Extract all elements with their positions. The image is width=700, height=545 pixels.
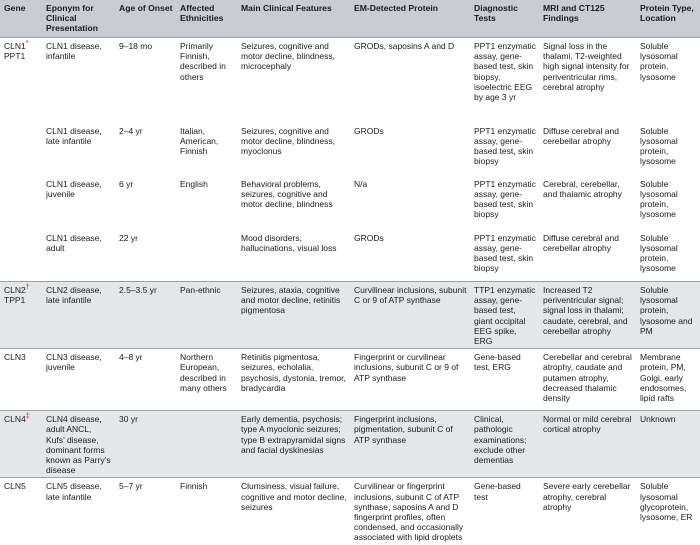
gene-alias: TPP1 bbox=[4, 295, 26, 306]
gene-name: CLN3 bbox=[4, 352, 26, 363]
table-body bbox=[0, 38, 700, 545]
tests-cell: TTP1 enzymatic assay, gene-based test, giant occipital EEG spike, ERG bbox=[470, 282, 539, 349]
em-cell: Curvilinear or fingerprint inclusions, subunit C of ATP synthase, saposins A and D fingerprint profiles, often condensed, and occasionally associated with lipid droplets bbox=[350, 478, 470, 545]
footnote-mark: * bbox=[25, 40, 29, 48]
table-header bbox=[0, 0, 700, 38]
gene-cell bbox=[0, 38, 42, 123]
age-cell: 30 yr bbox=[115, 411, 176, 478]
protein-cell: Soluble lysosomal protein, lysosome and PM bbox=[636, 282, 700, 349]
eponym-cell: CLN5 disease, late infantile bbox=[42, 478, 115, 545]
protein-cell: Soluble lysosomal protein, lysosome bbox=[640, 232, 678, 274]
mri-cell: Cerebellar and cerebral atrophy, caudate and putamen atrophy, decreased thalamic density bbox=[539, 349, 636, 411]
header-tests: Diagnostic Tests bbox=[470, 0, 539, 38]
table-row bbox=[0, 411, 700, 478]
protein-cell: Membrane protein, PM, Golgi, early endosomes, lipid rafts bbox=[636, 349, 700, 411]
ethnicities-cell: English bbox=[180, 178, 208, 189]
gene-name: CLN1 bbox=[4, 41, 26, 51]
mri-cell: Diffuse cerebral and cerebellar atrophy bbox=[543, 125, 619, 146]
tests-cell: Gene-based test bbox=[470, 478, 539, 545]
eponym-cell: CLN3 disease, juvenile bbox=[42, 349, 115, 411]
gene-cell bbox=[0, 411, 42, 478]
table-row bbox=[0, 349, 700, 411]
eponym-cell: CLN1 disease, juvenile bbox=[46, 178, 102, 199]
age-cell: 22 yr bbox=[119, 232, 138, 243]
header-ethnicities: Affected Ethnicities bbox=[176, 0, 237, 38]
tests-cell: PPT1 enzymatic assay, gene-based test, skin biopsy bbox=[474, 178, 536, 220]
ethnicities-cell: Northern European, described in many others bbox=[176, 349, 237, 411]
gene-cell bbox=[0, 349, 42, 411]
em-cell: Fingerprint inclusions, pigmentation, subunit C of ATP synthase bbox=[350, 411, 470, 478]
table-row bbox=[0, 38, 700, 123]
gene-cell bbox=[0, 176, 42, 230]
features-cell: Seizures, cognitive and motor decline, blindness, myoclonus bbox=[241, 125, 336, 156]
protein-cell: Soluble lysosomal protein, lysosome bbox=[640, 178, 678, 220]
header-eponym: Eponym for Clinical Presentation bbox=[42, 0, 115, 38]
age-cell: 2.5–3.5 yr bbox=[115, 282, 176, 349]
gene-name: CLN4 bbox=[4, 414, 26, 425]
protein-cell: Soluble lysosomal protein, lysosome bbox=[640, 41, 678, 82]
em-cell: N/a bbox=[354, 178, 368, 189]
em-cell: Fingerprint or curvilinear inclusions, subunit C or 9 of ATP synthase bbox=[350, 349, 470, 411]
gene-cell bbox=[0, 123, 42, 176]
features-cell: Clumsiness, visual failure, cognitive and motor decline, seizures bbox=[237, 478, 350, 545]
gene-alias: PPT1 bbox=[4, 51, 26, 62]
ethnicities-cell: Finnish bbox=[176, 478, 237, 545]
header-age: Age of Onset bbox=[115, 0, 176, 38]
table-row bbox=[0, 478, 700, 545]
eponym-cell: CLN4 disease, adult ANCL, Kufs’ disease, dominant forms known as Parry’s disease bbox=[42, 411, 115, 478]
table-row bbox=[0, 123, 700, 176]
mri-cell: Increased T2 periventricular signal; signal loss in thalami; caudate, cerebral, and cerebellar atrophy bbox=[539, 282, 636, 349]
features-cell: Seizures, ataxia, cognitive and motor decline, retinitis pigmentosa bbox=[237, 282, 350, 349]
features-cell: Early dementia, psychosis; type A myoclonic seizures; type B extrapyramidal signs and facial dyskinesias bbox=[237, 411, 350, 478]
ethnicities-cell: Italian, American, Finnish bbox=[180, 125, 219, 156]
gene-cell bbox=[0, 282, 42, 349]
footnote-mark: ‡ bbox=[25, 413, 30, 421]
ethnicities-cell bbox=[176, 411, 237, 478]
table-row bbox=[0, 176, 700, 230]
table-row bbox=[0, 282, 700, 349]
ethnicities-cell: Primarily Finnish, described in others bbox=[180, 41, 226, 82]
features-cell: Seizures, cognitive and motor decline, blindness, microcephaly bbox=[241, 41, 336, 72]
em-cell: Curvilinear inclusions, subunit C or 9 of ATP synthase bbox=[350, 282, 470, 349]
age-cell: 2–4 yr bbox=[119, 125, 143, 136]
header-mri: MRI and CT125 Findings bbox=[539, 0, 636, 38]
mri-cell: Cerebral, cerebellar, and thalamic atrophy bbox=[543, 178, 622, 199]
table-row bbox=[0, 230, 700, 282]
header-em-protein: EM-Detected Protein bbox=[350, 0, 470, 38]
header-features: Main Clinical Features bbox=[237, 0, 350, 38]
mri-cell: Diffuse cerebral and cerebellar atrophy bbox=[543, 232, 619, 253]
mri-cell: Severe early cerebellar atrophy, cerebral atrophy bbox=[539, 478, 636, 545]
header-protein-type: Protein Type, Location bbox=[636, 0, 700, 38]
eponym-cell: CLN1 disease, adult bbox=[46, 232, 102, 253]
ethnicities-cell: Pan-ethnic bbox=[176, 282, 237, 349]
gene-cell bbox=[0, 478, 42, 545]
ethnicities-cell bbox=[176, 230, 237, 282]
tests-cell: Gene-based test, ERG bbox=[470, 349, 539, 411]
eponym-cell: CLN1 disease, late infantile bbox=[46, 125, 102, 146]
em-cell: GRODs bbox=[354, 125, 384, 136]
protein-cell: Soluble lysosomal protein, lysosome bbox=[640, 125, 678, 167]
age-cell: 5–7 yr bbox=[115, 478, 176, 545]
footnote-mark: † bbox=[25, 284, 30, 292]
em-cell: GRODs, saposins A and D bbox=[354, 41, 455, 51]
eponym-cell: CLN2 disease, late infantile bbox=[42, 282, 115, 349]
features-cell: Retinitis pigmentosa, seizures, echolalia, psychosis, dystonia, tremor, bradycardia bbox=[237, 349, 350, 411]
em-cell: GRODs bbox=[354, 232, 384, 243]
tests-cell: Clinical, pathologic examinations; exclude other dementias bbox=[470, 411, 539, 478]
mri-cell: Signal loss in the thalami, T2-weighted high signal intensity for periventricular rims, cerebral atrophy bbox=[543, 41, 630, 92]
protein-cell: Unknown bbox=[636, 411, 700, 478]
header-gene: Gene bbox=[0, 0, 42, 38]
gene-name: CLN2 bbox=[4, 285, 26, 295]
gene-cell bbox=[0, 230, 42, 282]
tests-cell: PPT1 enzymatic assay, gene-based test, skin biopsy bbox=[474, 125, 536, 167]
protein-cell: Soluble lysosomal glycoprotein, lysosome, ER bbox=[636, 478, 700, 545]
eponym-cell: CLN1 disease, infantile bbox=[46, 41, 102, 62]
tests-cell: PPT1 enzymatic assay, gene-based test, skin biopsy bbox=[474, 232, 536, 274]
age-cell: 6 yr bbox=[119, 178, 134, 189]
features-cell: Mood disorders, hallucinations, visual loss bbox=[241, 232, 337, 253]
age-cell: 4–8 yr bbox=[115, 349, 176, 411]
age-cell: 9–18 mo bbox=[119, 41, 153, 51]
mri-cell: Normal or mild cerebral cortical atrophy bbox=[539, 411, 636, 478]
gene-name: CLN5 bbox=[4, 481, 26, 492]
tests-cell: PPT1 enzymatic assay, gene-based test, skin biopsy, isoelectric EEG by age 3 yr bbox=[474, 41, 536, 103]
features-cell: Behavioral problems, seizures, cognitive and motor decline, blindness bbox=[241, 178, 333, 209]
